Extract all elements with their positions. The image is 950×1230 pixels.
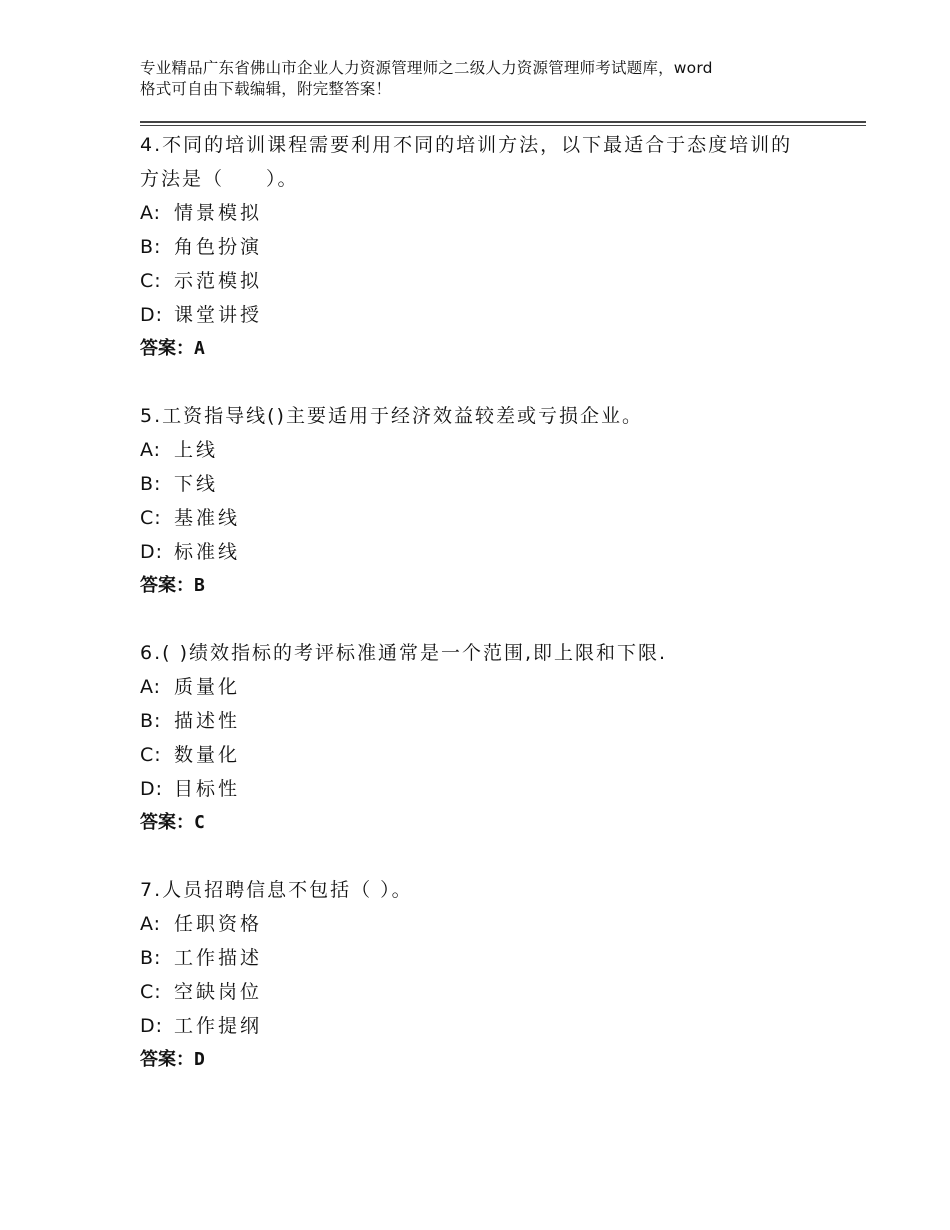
- option-d: [140, 772, 840, 806]
- option-letter: C:: [140, 270, 162, 292]
- option-letter: B:: [140, 710, 162, 732]
- answer-label: 答案：: [140, 1049, 194, 1070]
- option-c: [140, 738, 840, 772]
- question-6: [140, 636, 840, 840]
- option-letter: C:: [140, 744, 162, 766]
- option-a: [140, 196, 840, 230]
- question-4: [140, 128, 840, 366]
- option-letter: D:: [140, 778, 164, 800]
- question-text: 6.( )绩效指标的考评标准通常是一个范围,即上限和下限.: [140, 642, 668, 664]
- question-text: 4.不同的培训课程需要利用不同的培训方法，以下最适合于态度培训的方法是（ ）。: [140, 134, 793, 190]
- answer-label: 答案：: [140, 812, 194, 833]
- option-text: 空缺岗位: [174, 981, 263, 1003]
- option-text: 标准线: [174, 541, 241, 563]
- option-d: [140, 1009, 840, 1043]
- option-text: 情景模拟: [174, 202, 263, 224]
- option-a: [140, 433, 840, 467]
- option-text: 课堂讲授: [174, 304, 263, 326]
- option-d: [140, 535, 840, 569]
- option-text: 工作提纲: [174, 1015, 263, 1037]
- option-letter: C:: [140, 981, 162, 1003]
- option-c: [140, 501, 840, 535]
- option-b: [140, 941, 840, 975]
- question-7: [140, 873, 840, 1077]
- option-b: [140, 230, 840, 264]
- answer-label: 答案：: [140, 575, 194, 596]
- option-letter: C:: [140, 507, 162, 529]
- answer-value: A: [194, 338, 205, 359]
- header-line-1: 专业精品广东省佛山市企业人力资源管理师之二级人力资源管理师考试题库，word: [140, 59, 713, 77]
- answer-line: [140, 332, 840, 366]
- option-text: 任职资格: [174, 913, 263, 935]
- option-letter: D:: [140, 541, 164, 563]
- header-line-2: 格式可自由下载编辑，附完整答案！: [140, 80, 392, 98]
- option-c: [140, 975, 840, 1009]
- option-text: 工作描述: [174, 947, 263, 969]
- answer-value: B: [194, 575, 205, 596]
- option-text: 角色扮演: [174, 236, 263, 258]
- option-letter: A:: [140, 439, 162, 461]
- option-text: 数量化: [174, 744, 241, 766]
- option-text: 上线: [174, 439, 219, 461]
- answer-label: 答案：: [140, 338, 194, 359]
- option-text: 下线: [174, 473, 219, 495]
- option-text: 质量化: [174, 676, 241, 698]
- option-text: 示范模拟: [174, 270, 263, 292]
- question-text: 5.工资指导线()主要适用于经济效益较差或亏损企业。: [140, 405, 643, 427]
- option-text: 描述性: [174, 710, 241, 732]
- option-letter: B:: [140, 236, 162, 258]
- question-text: 7.人员招聘信息不包括（ ）。: [140, 879, 413, 901]
- option-letter: B:: [140, 947, 162, 969]
- document-header: [140, 58, 830, 100]
- option-letter: A:: [140, 913, 162, 935]
- option-c: [140, 264, 840, 298]
- answer-value: D: [194, 1049, 205, 1070]
- option-d: [140, 298, 840, 332]
- answer-value: C: [194, 812, 205, 833]
- option-letter: D:: [140, 304, 164, 326]
- question-5: [140, 399, 840, 603]
- option-b: [140, 467, 840, 501]
- option-text: 目标性: [174, 778, 241, 800]
- header-divider-thin: [140, 125, 866, 126]
- option-a: [140, 670, 840, 704]
- answer-line: [140, 569, 840, 603]
- option-b: [140, 704, 840, 738]
- option-a: [140, 907, 840, 941]
- option-text: 基准线: [174, 507, 241, 529]
- header-divider-thick: [140, 121, 866, 123]
- answer-line: [140, 806, 840, 840]
- option-letter: A:: [140, 202, 162, 224]
- option-letter: A:: [140, 676, 162, 698]
- question-list: [140, 128, 840, 1110]
- option-letter: B:: [140, 473, 162, 495]
- answer-line: [140, 1043, 840, 1077]
- option-letter: D:: [140, 1015, 164, 1037]
